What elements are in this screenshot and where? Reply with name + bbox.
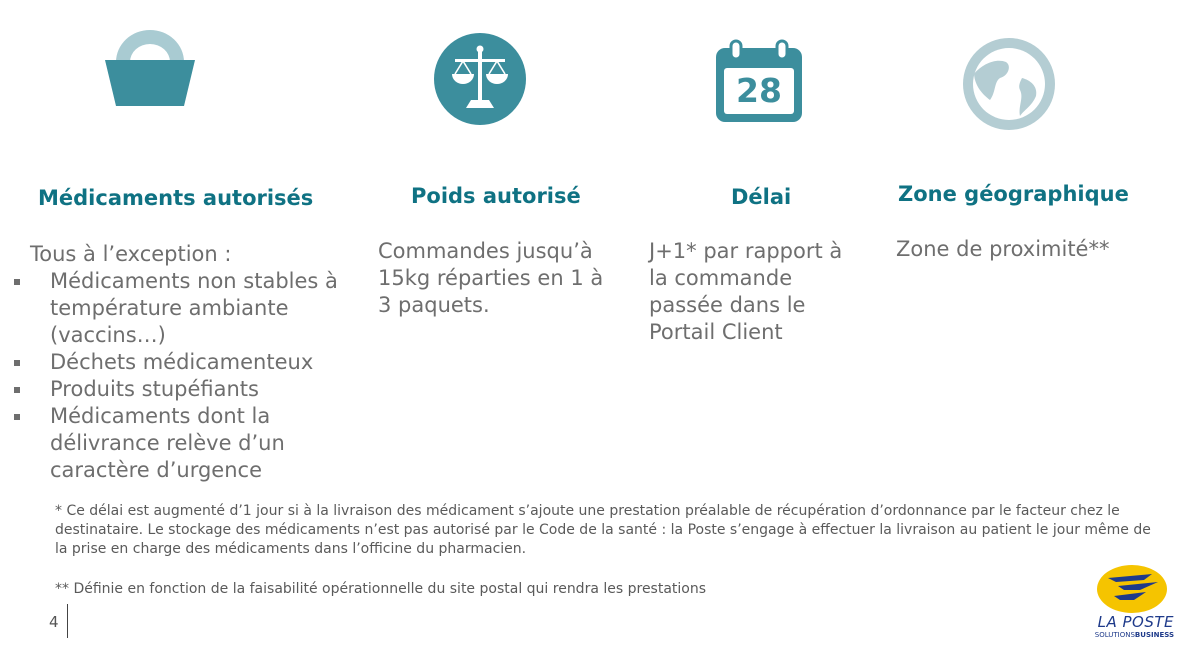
- list-item: Déchets médicamenteux: [14, 349, 354, 376]
- logo-name: LA POSTE: [1097, 613, 1174, 631]
- page-number: 4: [49, 613, 59, 631]
- list-item: Médicaments non stables à température ambiante (vaccins…): [14, 268, 354, 349]
- scale-icon: [428, 30, 532, 130]
- logo-tagline-bold: BUSINESS: [1134, 631, 1174, 639]
- logo-emblem: [1094, 562, 1170, 616]
- heading-zone: Zone géographique: [898, 182, 1129, 206]
- logo-tagline: [1079, 631, 1174, 640]
- exception-list: [14, 268, 354, 484]
- footnote-zone: ** Définie en fonction de la faisabilité opérationnelle du site postal qui rendra les prestations: [55, 581, 707, 597]
- basket-icon: [100, 24, 200, 110]
- globe-icon: [960, 36, 1058, 132]
- heading-poids: Poids autorisé: [411, 184, 581, 208]
- calendar-day: 28: [736, 71, 782, 110]
- intro-text: Tous à l’exception :: [30, 242, 232, 266]
- heading-medicaments: Médicaments autorisés: [38, 186, 314, 210]
- page-divider: [67, 604, 68, 638]
- list-item: Médicaments dont la délivrance relève d’un caractère d’urgence: [14, 403, 354, 484]
- calendar-icon: [713, 38, 805, 124]
- logo-tagline-light: SOLUTIONS: [1094, 631, 1135, 639]
- heading-delai: Délai: [731, 185, 792, 209]
- zone-text: Zone de proximité**: [896, 237, 1110, 261]
- poids-text: Commandes jusqu’à 15kg réparties en 1 à 3 paquets.: [378, 239, 604, 317]
- la-poste-logo: [1074, 562, 1174, 644]
- footnote-delay: * Ce délai est augmenté d’1 jour si à la livraison des médicament s’ajoute une prestation préalable de récupération d’ordonnance par le facteur chez le destinataire. Le stockage des médicaments n’est pas autorisé par le Code de la santé : la Poste s’engage à effectuer la livraison au patient le jour même de la prise en charge des médicaments dans l’officine du pharmacien.: [55, 503, 1151, 557]
- list-item: Produits stupéfiants: [14, 376, 354, 403]
- delai-text: J+1* par rapport à la commande passée dans le Portail Client: [649, 239, 843, 344]
